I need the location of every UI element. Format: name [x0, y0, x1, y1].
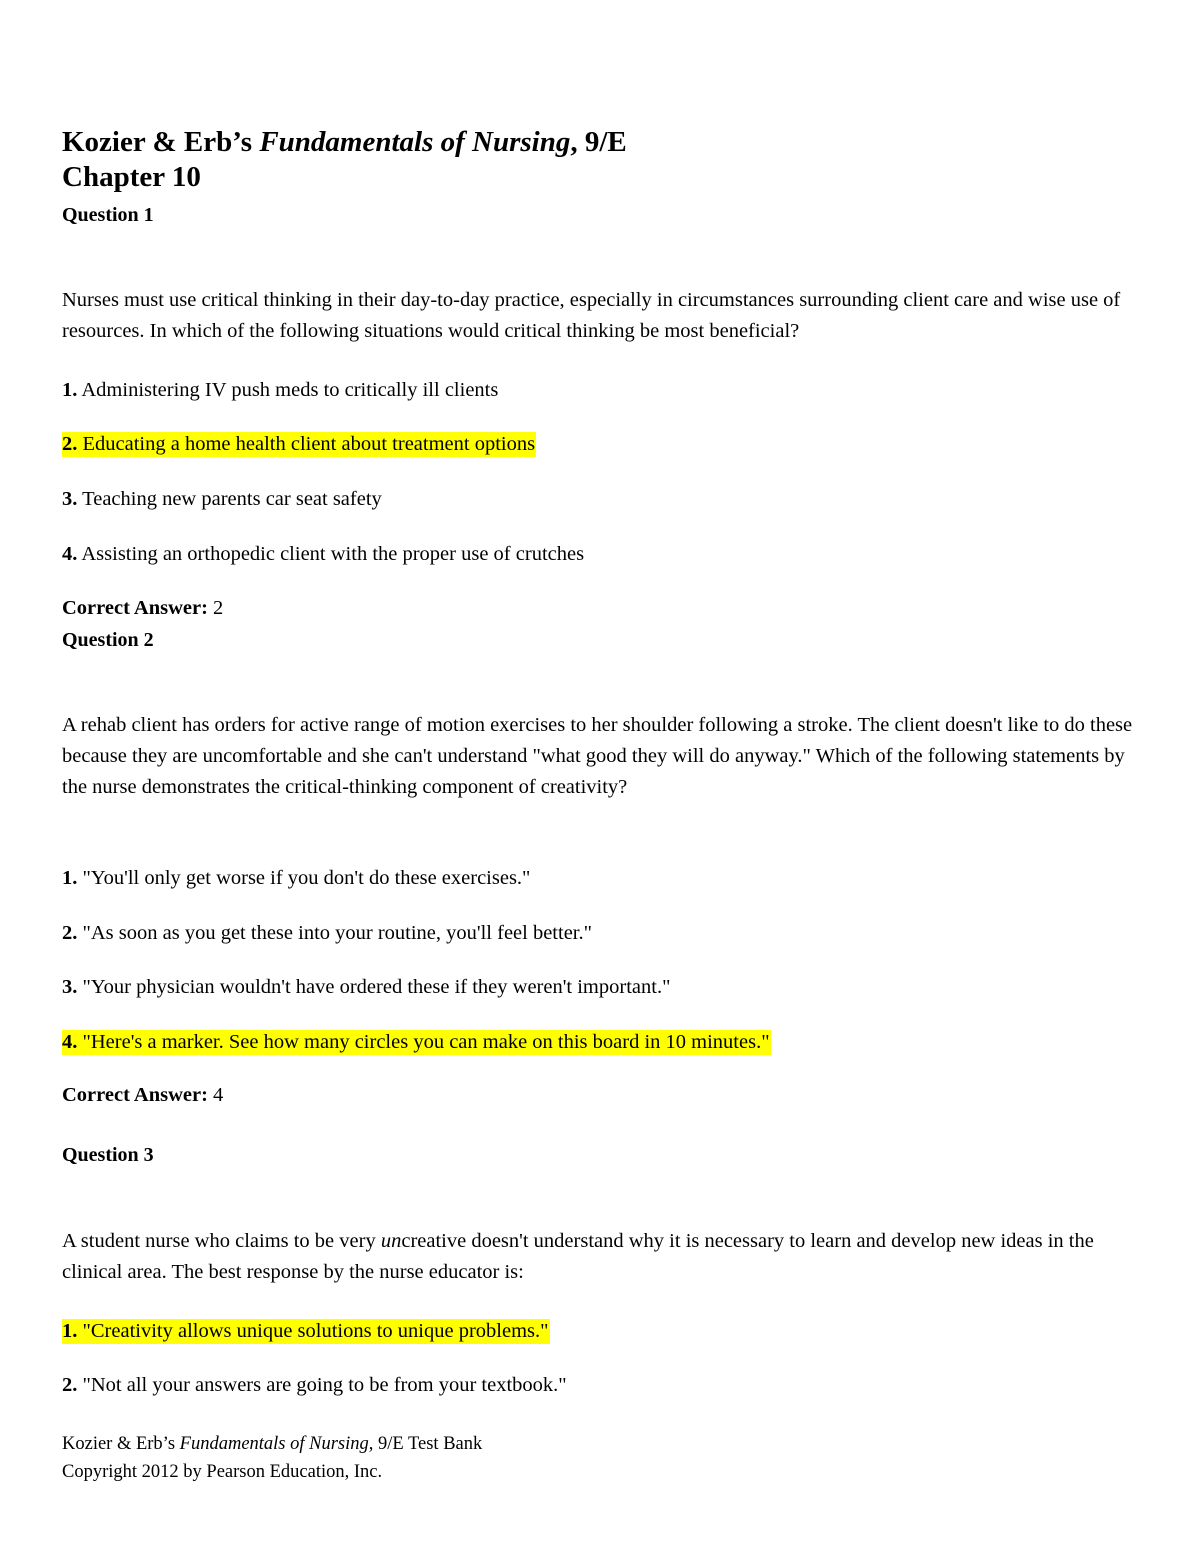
highlighted-answer: 4. "Here's a marker. See how many circles you can make on this board in 10 minutes." [62, 1031, 770, 1053]
document-title [62, 125, 627, 159]
question-2-option-1: 1. "You'll only get worse if you don't do these exercises." [62, 867, 531, 889]
question-1-option-2 [62, 431, 536, 457]
question-1-option-4: 4. Assisting an orthopedic client with the proper use of crutches [62, 543, 585, 565]
question-2-option-2: 2. "As soon as you get these into your routine, you'll feel better." [62, 922, 592, 944]
question-1-correct-answer: Correct Answer: 2 [62, 597, 224, 619]
question-1-heading: Question 1 [62, 204, 154, 226]
highlighted-answer: 1. "Creativity allows unique solutions to unique problems." [62, 1320, 549, 1342]
question-1-option-1: 1. Administering IV push meds to critically ill clients [62, 379, 499, 401]
page-footer-copyright: Copyright 2012 by Pearson Education, Inc. [62, 1462, 383, 1482]
title-edition: , 9/E [570, 126, 627, 158]
question-3-option-2: 2. "Not all your answers are going to be from your textbook." [62, 1374, 567, 1396]
highlighted-answer: 2. Educating a home health client about treatment options [62, 433, 536, 455]
question-3-stem: A student nurse who claims to be very uncreative doesn't understand why it is necessary to learn and develop new ideas in the clinical area. The best response by the nurse educator is: [62, 1230, 1094, 1283]
question-2-option-3: 3. "Your physician wouldn't have ordered these if they weren't important." [62, 976, 671, 998]
question-1-stem: Nurses must use critical thinking in their day-to-day practice, especially in circumstances surrounding client care and wise use of resources. In which of the following situations would critical thinking be most beneficial? [62, 289, 1121, 342]
title-book: Fundamentals of Nursing [259, 126, 571, 158]
title-authors: Kozier & Erb’s [62, 126, 260, 158]
question-2-heading: Question 2 [62, 629, 154, 651]
question-2-option-4 [62, 1029, 771, 1055]
question-1-option-3: 3. Teaching new parents car seat safety [62, 488, 382, 510]
chapter-title: Chapter 10 [62, 161, 201, 193]
page-footer-line-1: Kozier & Erb’s Fundamentals of Nursing, 9/E Test Bank [62, 1434, 483, 1454]
question-2-correct-answer: Correct Answer: 4 [62, 1084, 224, 1106]
question-3-heading: Question 3 [62, 1144, 154, 1166]
question-2-stem: A rehab client has orders for active range of motion exercises to her shoulder following a stroke. The client doesn't like to do these because they are uncomfortable and she can't understand "what good they will do anyway." Which of the following statements by the nurse demonstrates the critical-thinking component of creativity? [62, 714, 1133, 798]
question-3-option-1 [62, 1318, 550, 1344]
